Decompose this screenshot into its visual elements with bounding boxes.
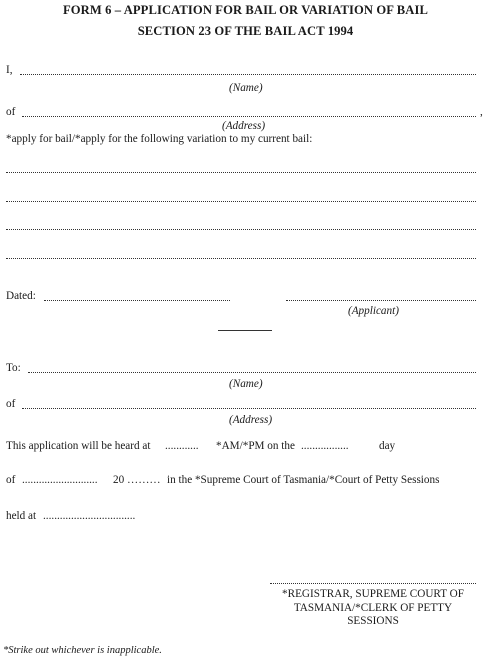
registrar-block bbox=[262, 588, 484, 629]
name-caption: (Name) bbox=[229, 82, 263, 94]
hearing-month-field[interactable]: ........................... bbox=[22, 474, 98, 486]
hearing-ampm: *AM/*PM on the bbox=[216, 440, 295, 452]
registrar-line-3: SESSIONS bbox=[347, 615, 399, 627]
apply-statement: *apply for bail/*apply for the following variation to my current bail: bbox=[6, 133, 313, 145]
section-divider bbox=[218, 330, 272, 331]
held-at-field[interactable]: ................................. bbox=[43, 510, 136, 522]
applicant-signature-field[interactable] bbox=[286, 300, 476, 301]
to-name-caption: (Name) bbox=[229, 378, 263, 390]
applicant-prefix: I, bbox=[6, 64, 13, 76]
applicant-name-field[interactable] bbox=[20, 74, 476, 75]
address-comma: , bbox=[480, 106, 483, 118]
variation-line-1[interactable] bbox=[6, 172, 476, 173]
registrar-line-1: *REGISTRAR, SUPREME COURT OF bbox=[282, 588, 464, 600]
address-caption: (Address) bbox=[222, 120, 266, 132]
dated-label: Dated: bbox=[6, 290, 36, 302]
hearing-day-label: day bbox=[379, 440, 396, 452]
variation-line-3[interactable] bbox=[6, 229, 476, 230]
dated-field[interactable] bbox=[44, 300, 230, 301]
year-prefix: 20 bbox=[113, 474, 125, 486]
to-name-field[interactable] bbox=[28, 372, 476, 373]
hearing-year-field[interactable]: ……… bbox=[127, 474, 161, 486]
to-label: To: bbox=[6, 362, 21, 374]
address-prefix: of bbox=[6, 106, 16, 118]
hearing-day-field[interactable]: ................. bbox=[301, 440, 349, 452]
to-address-prefix: of bbox=[6, 398, 16, 410]
held-at-label: held at bbox=[6, 510, 37, 522]
hearing-text-start: This application will be heard at bbox=[6, 440, 151, 452]
variation-line-4[interactable] bbox=[6, 258, 476, 259]
registrar-signature-field[interactable] bbox=[270, 583, 476, 584]
variation-line-2[interactable] bbox=[6, 201, 476, 202]
date-prefix: of bbox=[6, 474, 16, 486]
hearing-time-field[interactable]: ............ bbox=[165, 440, 199, 452]
to-address-caption: (Address) bbox=[229, 414, 273, 426]
form-title: FORM 6 – APPLICATION FOR BAIL OR VARIATION OF BAIL bbox=[62, 3, 428, 17]
applicant-caption: (Applicant) bbox=[348, 305, 399, 317]
footnote: *Strike out whichever is inapplicable. bbox=[3, 645, 162, 656]
registrar-line-2: TASMANIA/*CLERK OF PETTY bbox=[293, 601, 453, 614]
court-text: in the *Supreme Court of Tasmania/*Court of Petty Sessions bbox=[167, 474, 440, 486]
applicant-address-field[interactable] bbox=[22, 116, 476, 117]
form-subtitle: SECTION 23 OF THE BAIL ACT 1994 bbox=[137, 24, 354, 38]
to-address-field[interactable] bbox=[22, 408, 476, 409]
